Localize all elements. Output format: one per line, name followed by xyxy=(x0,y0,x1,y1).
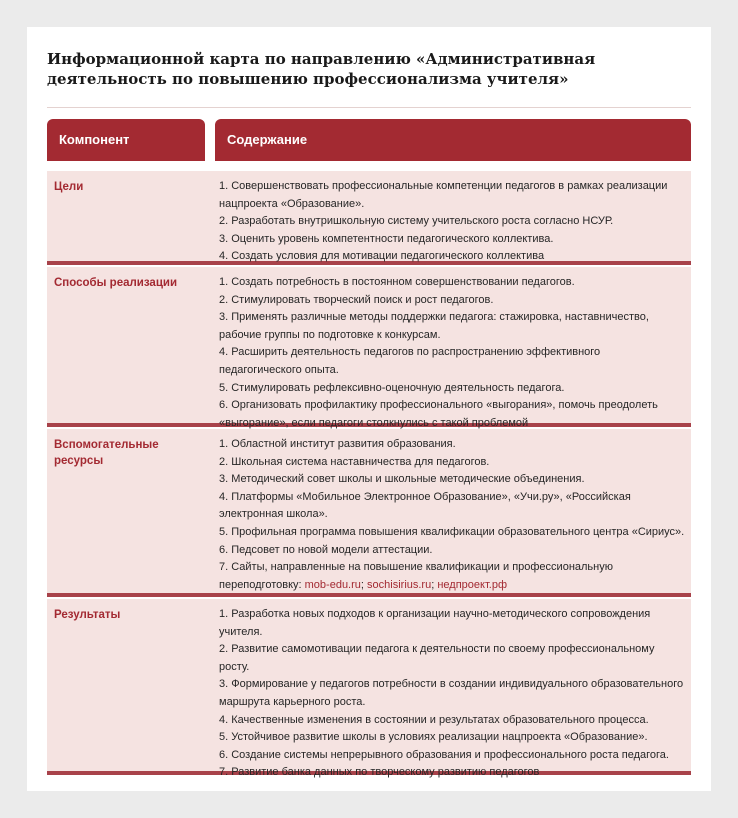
list-item: 4. Расширить деятельность педагогов по распространению эффективного педагогического опыта. xyxy=(219,346,601,376)
list-item: 6. Педсовет по новой модели аттестации. xyxy=(219,543,433,556)
list-item: 3. Формирование у педагогов потребности в создании индивидуального образовательного маршрута карьерного роста. xyxy=(219,678,684,708)
websites-prefix: 7. Сайты, направленные на повышение квалификации и профессиональную переподготовку: xyxy=(219,561,613,591)
list-item: 3. Применять различные методы поддержки педагога: стажировка, наставничество, рабочие группы по подготовке к конкурсам. xyxy=(219,311,649,341)
list-item: 3. Методический совет школы и школьные методические объединения. xyxy=(219,473,585,486)
link-nedproekt[interactable]: недпроект.рф xyxy=(437,578,508,591)
list-item: 5. Стимулировать рефлексивно-оценочную деятельность педагога. xyxy=(219,381,565,394)
list-item: 2. Школьная система наставничества для педагогов. xyxy=(219,455,490,468)
list-item: 6. Создание системы непрерывного образования и профессионального роста педагога. xyxy=(219,748,669,761)
document-title: Информационной карта по направлению «Административная деятельность по повышению профессионализма учителя» xyxy=(47,50,596,88)
list-item: 1. Областной институт развития образования. xyxy=(219,438,456,450)
goals-list xyxy=(219,178,685,266)
list-item: 4. Качественные изменения в состоянии и результатах образовательного процесса. xyxy=(219,713,649,726)
link-separator: ; xyxy=(431,578,438,591)
table-row-resources xyxy=(47,429,691,597)
list-item: 3. Оценить уровень компетентности педагогического коллектива. xyxy=(219,232,554,245)
title-divider xyxy=(47,107,691,108)
info-card xyxy=(27,27,711,791)
list-item: 2. Стимулировать творческий поиск и рост педагогов. xyxy=(219,293,494,306)
list-item: 4. Платформы «Мобильное Электронное Образование», «Учи.ру», «Российская электронная школа». xyxy=(219,490,631,521)
list-item: 4. Создать условия для мотивации педагогического коллектива xyxy=(219,250,545,263)
link-mob-edu[interactable]: mob-edu.ru xyxy=(304,578,361,591)
table-row-methods xyxy=(47,267,691,427)
list-item: 1. Создать потребность в постоянном совершенствовании педагогов. xyxy=(219,276,575,288)
list-item: 2. Развитие самомотивации педагога к деятельности по своему профессиональному росту. xyxy=(219,643,655,673)
row-label-resources: Вспомогательные ресурсы xyxy=(54,439,159,467)
row-label-methods: Способы реализации xyxy=(54,277,178,289)
resources-list xyxy=(219,436,685,594)
column-header-component: Компонент xyxy=(47,119,205,161)
row-label-goals: Цели xyxy=(54,181,84,193)
link-separator: ; xyxy=(360,578,368,591)
list-item: 1. Совершенствовать профессиональные компетенции педагогов в рамках реализации нацпроекта «Образование». xyxy=(219,180,668,210)
methods-list xyxy=(219,274,685,432)
list-item: 2. Разработать внутришкольную систему учительского роста согласно НСУР. xyxy=(219,215,614,228)
list-item: 7. Развитие банка данных по творческому развитию педагогов xyxy=(219,766,540,779)
list-item: 1. Разработка новых подходов к организации научно-методического сопровождения учителя. xyxy=(219,608,651,638)
link-sochisirius[interactable]: sochisirius.ru xyxy=(367,578,432,591)
list-item: 5. Профильная программа повышения квалификации образовательного центра «Сириус». xyxy=(219,525,685,538)
list-item: 5. Устойчивое развитие школы в условиях реализации нацпроекта «Образование». xyxy=(219,731,648,744)
row-label-results: Результаты xyxy=(54,609,121,621)
table-row-results xyxy=(47,599,691,779)
results-list xyxy=(219,606,685,782)
list-item: 6. Организовать профилактику профессионального «выгорания», помочь преодолеть «выгорание», если педагоги столкнулись с такой проблемой xyxy=(219,399,658,429)
list-item-websites xyxy=(219,559,685,594)
table-row-goals xyxy=(47,171,691,265)
column-header-content: Содержание xyxy=(215,119,691,161)
